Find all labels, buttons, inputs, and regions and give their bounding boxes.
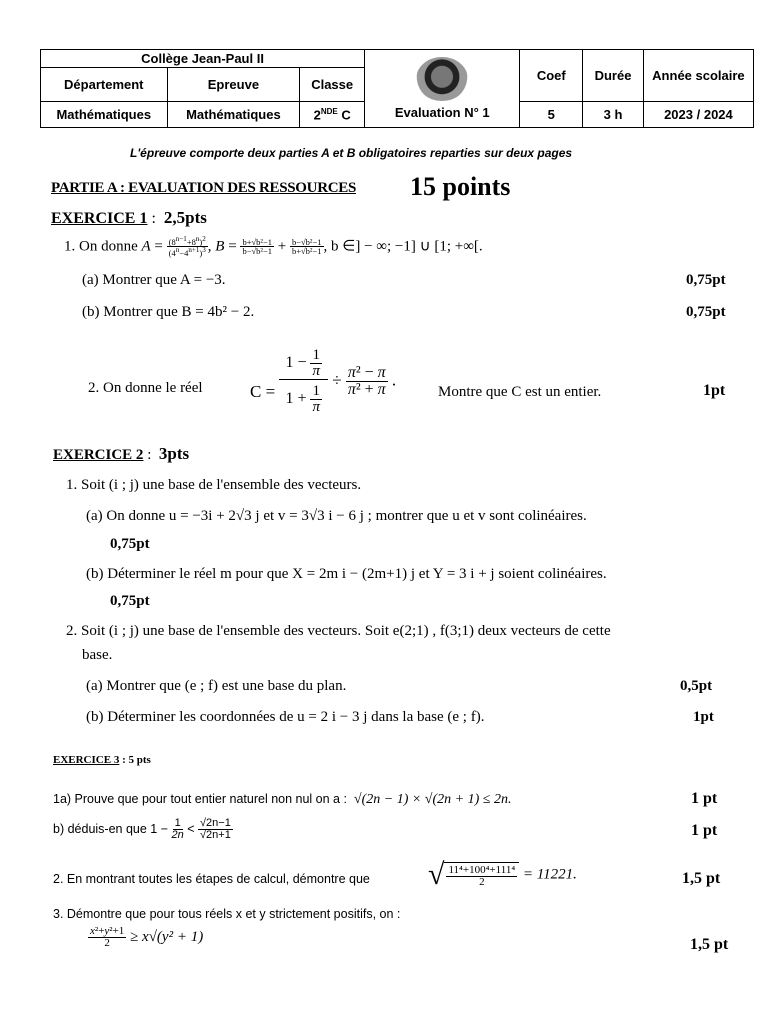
ex1-q1b-points: 0,75pt	[686, 304, 726, 320]
partie-a-title: PARTIE A : EVALUATION DES RESSOURCES	[51, 180, 357, 196]
ex3-q1a-points: 1 pt	[691, 790, 718, 807]
ex1-q1a: (a) Montrer que A = −3.	[82, 272, 226, 288]
departement-value: Mathématiques	[41, 102, 168, 128]
ex2-q2a: (a) Montrer que (e ; f) est une base du plan.	[86, 678, 347, 694]
ex2-q1a: (a) On donne u = −3i + 2√3 j et v = 3√3 i − 6 j ; montrer que u et v sont colinéaires.	[86, 508, 587, 524]
ex2-q1b: (b) Déterminer le réel m pour que X = 2m i − (2m+1) j et Y = 3 i + j soient colinéaires.	[86, 566, 607, 582]
annee-header: Année scolaire	[643, 50, 753, 102]
ex3-q2: 2. En montrant toutes les étapes de calcul, démontre que	[53, 872, 370, 886]
ex2-q1b-points: 0,75pt	[110, 593, 150, 609]
ex2-q2b: (b) Déterminer les coordonnées de u = 2 i − 3 j dans la base (e ; f).	[86, 709, 485, 725]
evaluation-label: Evaluation N° 1	[394, 105, 490, 120]
epreuve-value: Mathématiques	[167, 102, 300, 128]
ex2-q1: 1. Soit (i ; j) une base de l'ensemble des vecteurs.	[66, 477, 362, 493]
annee-value: 2023 / 2024	[643, 102, 753, 128]
ex3-q1b-points: 1 pt	[691, 822, 718, 839]
classe-header: Classe	[300, 68, 365, 102]
ex2-q2: 2. Soit (i ; j) une base de l'ensemble des vecteurs. Soit e(2;1) , f(3;1) deux vecteurs de cette	[66, 623, 611, 639]
ex1-q2-intro: 2. On donne le réel	[88, 380, 203, 396]
ex3-q3-points: 1,5 pt	[690, 936, 729, 953]
ex1-q1b: (b) Montrer que B = 4b² − 2.	[82, 304, 255, 320]
ex1-q1: 1. On donne A = $\frac{(8^{n-1}+8^n)^2}{(4^n-4^{n+1})^3}$ , B = $\frac{\text{b+√b²−1}}{\text{b−√b²−1}}$ + $\frac{\text{b−√b²−1}}{\text{b+√b²−1}}$ , b ∈] − ∞; −1] ∪ [1; +∞[.	[64, 235, 483, 259]
coef-header: Coef	[520, 50, 583, 102]
header-table	[40, 49, 754, 128]
ex3-q1a: 1a) Prouve que pour tout entier naturel non nul on a : √(2n − 1) × √(2n + 1) ≤ 2n.	[53, 792, 512, 807]
ex3-q3: 3. Démontre que pour tous réels x et y strictement positifs, on :	[53, 907, 401, 921]
ex3-q3-formula: $\frac{\text{x²+y²+1}}{2}$ ≥ x√(y² + 1)	[90, 925, 204, 949]
departement-header: Département	[41, 68, 168, 102]
logo-cell	[365, 50, 520, 128]
duree-header: Durée	[583, 50, 644, 102]
ex1-q2-points: 1pt	[703, 382, 726, 399]
ex2-q2a-points: 0,5pt	[680, 678, 713, 694]
ex2-q1a-points: 0,75pt	[110, 536, 150, 552]
ex3-q1b: b) déduis-en que 1 − $\frac{1}{2n}$ < $\frac{√2n-1}{√2n+1}$	[53, 817, 231, 841]
coef-value: 5	[520, 102, 583, 128]
ex3-q2-formula: √ $\frac{\text{11⁴+100⁴+111⁴}}{2}$ = 11221.	[428, 858, 577, 891]
exercice-2-heading: EXERCICE 2 : 3pts	[53, 444, 190, 463]
partie-a-points: 15 points	[410, 172, 511, 201]
exercice-1-heading: EXERCICE 1 : 2,5pts	[51, 208, 207, 227]
ex2-q2-cont: base.	[82, 647, 113, 663]
duree-value: 3 h	[583, 102, 644, 128]
exam-notice: L'épreuve comporte deux parties A et B obligatoires reparties sur deux pages	[130, 146, 573, 160]
classe-value: 2NDE C	[300, 102, 365, 128]
exercice-3-heading: EXERCICE 3 : 5 pts	[53, 754, 151, 766]
ex2-q2b-points: 1pt	[693, 709, 714, 725]
ex1-q1a-points: 0,75pt	[686, 272, 726, 288]
ex1-q2-formula: C = 1 − $\frac{1}{\pi}$ 1 + $\frac{1}{\pi}$ ÷ $\frac{\text{π² − π}}{\text{π² + π}}$ .	[250, 347, 397, 415]
school-name: Collège Jean-Paul II	[41, 50, 365, 68]
ex1-q2-question: Montre que C est un entier.	[438, 384, 602, 400]
ex3-q2-points: 1,5 pt	[682, 870, 721, 887]
epreuve-header: Epreuve	[167, 68, 300, 102]
school-logo-icon	[416, 57, 468, 101]
